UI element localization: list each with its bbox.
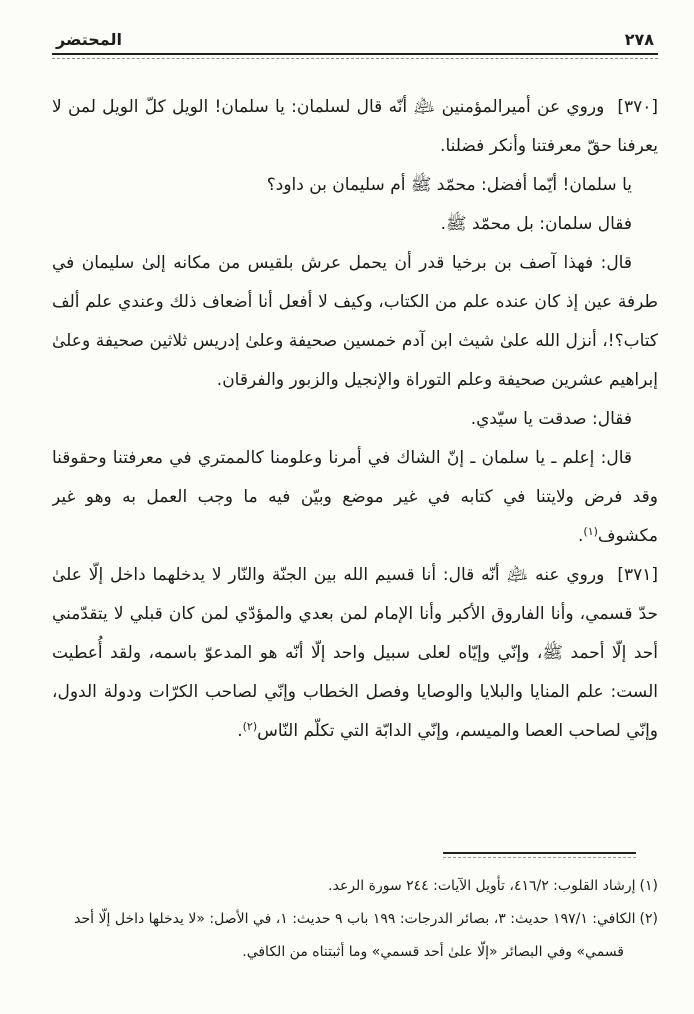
page-body — [52, 88, 658, 844]
paragraph-end: . — [237, 721, 243, 741]
footnote-marker: (٢) — [639, 911, 658, 927]
dialogue-paragraph: فقال: صدقت يا سيّدي. — [470, 409, 632, 429]
footnote-marker: (١) — [639, 878, 658, 894]
book-title: المحتضر — [56, 30, 122, 49]
paragraph-text: قال: إعلم ـ يا سلمان ـ إنّ الشاك في أمرنا وعلومنا كالممتري في معرفتنا وحقوقنا وقد فرض ولايتنا في كتابه في غير موضع وبيّن فيه ما وجب العمل به وهو غير مكشوف — [52, 448, 658, 546]
dialogue-paragraph: فقال سلمان: بل محمّد ﷺ. — [440, 214, 632, 234]
footnote-1 — [44, 870, 658, 903]
paragraph-text: وروي عن أميرالمؤمنين ﵇ أنّه قال لسلمان: يا سلمان! الويل كلّ الويل لمن لا يعرفنا حقّ معرفتنا وأنكر فضلنا. — [52, 97, 658, 156]
hadith-paragraph — [52, 88, 658, 166]
footnote-ref-2: (٢) — [242, 720, 258, 733]
footnote-text: إرشاد القلوب: ٤١٦/٢، تأويل الآيات: ٢٤٤ سورة الرعد. — [328, 878, 636, 894]
footnotes-section — [44, 852, 658, 969]
running-head — [52, 30, 658, 53]
hadith-number: [٣٧٠] — [617, 97, 658, 117]
hadith-paragraph — [52, 556, 658, 751]
dialogue-paragraph: قال: فهذا آصف بن برخيا قدر أن يحمل عرش بلقيس من مكانه إلىٰ سليمان في طرفة عين إذ كان عنده علم من الكتاب، وكيف لا أفعل أنا أضعاف ذلك وعندي علم ألف كتاب؟!، أنزل الله علىٰ شيث ابن آدم خمسين صحيفة وعلىٰ إدريس ثلاثين صحيفة وعلىٰ إبراهيم عشرين صحيفة وعلم التوراة والإنجيل والزبور والفرقان. — [52, 253, 658, 390]
dialogue-paragraph — [52, 439, 658, 556]
paragraph-text: وروي عنه ﵇ أنّه قال: أنا قسيم الله بين الجنّة والنّار لا يدخلهما داخل إلّا علىٰ حدّ قسمي، وأنا الفاروق الأكبر وأنا الإمام لمن بعدي والمؤدّي لمن كان قبلي لا يتقدّمني أحد إلّا أحمد ﷺ، وإنّي وإيّاه لعلى سبيل واحد إلّا أنّه هو المدعوّ باسمه، ولقد أُعطيت الست: علم المنايا والبلايا والوصايا وفصل الخطاب وإنّي لصاحب الكرّات ودولة الدول، وإنّي لصاحب العصا والميسم، وإنّي الدابّة التي تكلّم النّاس — [52, 565, 658, 741]
header-rule — [52, 53, 658, 59]
footnote-ref-1: (١) — [583, 525, 598, 538]
footnote-text: الكافي: ١٩٧/١ حديث: ٣، بصائر الدرجات: ١٩٩ باب ٩ حديث: ١، في الأصل: «لا يدخلها داخل إلّا أحد قسمي» وفي البصائر «إلّا علىٰ أحد قسمي» وما أثبتناه من الكافي. — [74, 911, 636, 960]
paragraph-end: . — [578, 526, 584, 546]
page-header — [52, 30, 658, 59]
dialogue-paragraph: يا سلمان! أيّما أفضل: محمّد ﷺ أم سليمان بن داود؟ — [266, 175, 632, 195]
footnote-2 — [44, 903, 658, 969]
page-number: ٢٧٨ — [624, 30, 654, 49]
hadith-number: [٣٧١] — [617, 565, 658, 585]
footnote-separator — [443, 852, 636, 858]
